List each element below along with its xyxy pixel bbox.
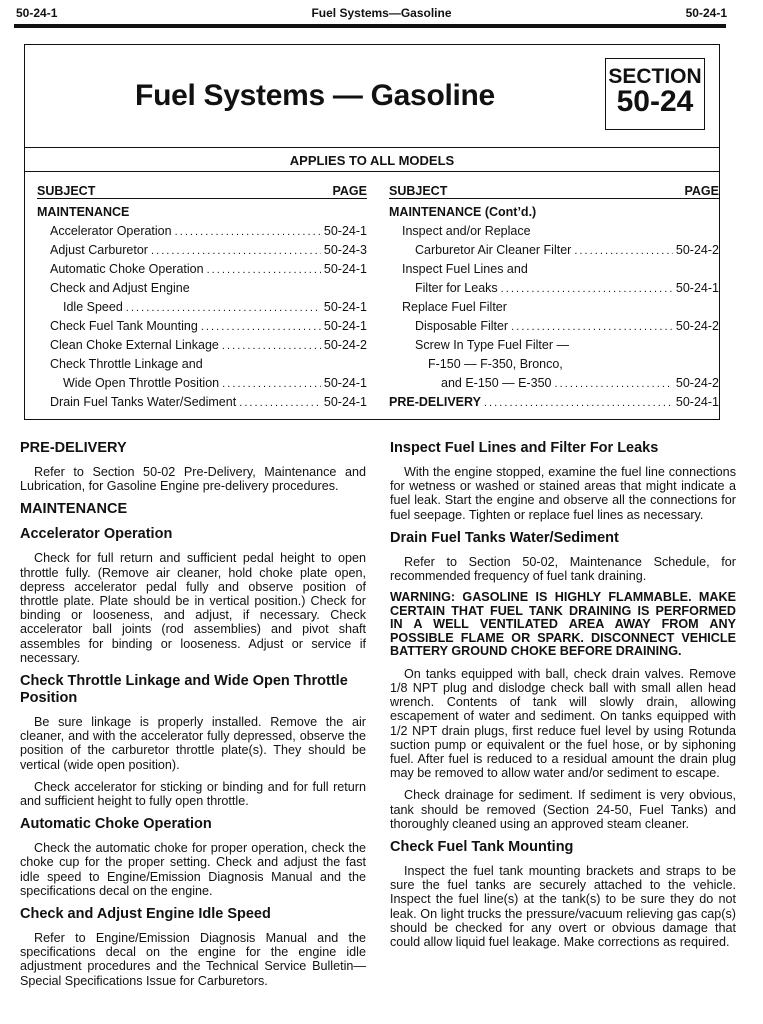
toc-entry-title: Check Fuel Tank Mounting [50,319,198,333]
toc-entry-title: Drain Fuel Tanks Water/Sediment [50,395,237,409]
toc-entry-title: Replace Fuel Filter [402,300,507,314]
toc-entry [37,224,367,243]
toc-entry [389,262,719,281]
page-label: PAGE [332,184,367,198]
toc-entry-page: 50-24-1 [323,319,367,333]
toc-entry [37,395,367,414]
toc-entry-title: Automatic Choke Operation [50,262,204,276]
toc-entry-page: 50-24-2 [675,319,719,333]
section-heading: Drain Fuel Tanks Water/Sediment [390,529,619,546]
toc-entry-page: 50-24-1 [323,300,367,314]
toc-leader-dots [501,281,673,295]
toc-leader-dots [511,319,673,333]
toc-entry [37,243,367,262]
toc-entry-page: 50-24-1 [323,262,367,276]
toc-entry-title: Screw In Type Fuel Filter — [415,338,569,352]
page-label: PAGE [684,184,719,198]
toc-column-left [37,176,367,414]
toc-header [37,176,367,199]
toc-entries [37,224,367,414]
toc-entry-title: Accelerator Operation [50,224,172,238]
section-heading: Accelerator Operation [20,526,173,543]
header-rule [14,24,726,28]
toc-entry [37,338,367,357]
toc-entry [389,281,719,300]
toc-entry [389,319,719,338]
toc-section-heading: MAINTENANCE [37,205,130,219]
document-title: Fuel Systems — Gasoline [135,79,495,112]
toc-entry-page: 50-24-1 [675,281,719,295]
toc-entry-title: Inspect Fuel Lines and [402,262,528,276]
toc-leader-dots [222,338,321,352]
toc-entry [389,338,719,357]
toc-entry-title: and E-150 — E-350 [441,376,552,390]
toc-header [389,176,719,199]
toc-entry-title: Disposable Filter [415,319,509,333]
toc-entry-page: 50-24-1 [323,395,367,409]
toc-entry-title: Inspect and/or Replace [402,224,531,238]
section-heading: PRE-DELIVERY [20,440,127,456]
body-paragraph: Check for full return and sufficient pedal height to open throttle fully. (Remove air cleaner, hold choke plate open, depress accelerator pedal fully and observe position of throttle plate. Plate should be in vertical position.) Check for binding or looseness, and adjust, if necessary. Check accelerator ball joints (rod assemblies) and pivot shaft assembles for binding or looseness. Adjust or service if necessary. [20,551,366,665]
toc-entry-page: 50-24-1 [675,395,719,409]
toc-entry [389,300,719,319]
toc-leader-dots [239,395,321,409]
toc-divider [25,171,719,172]
body-paragraph: Check the automatic choke for proper operation, check the choke cup for the proper setting. Check and adjust the fast idle speed to Engine/Emission Diagnosis Manual and the specifications decal on the engine. [20,841,366,898]
toc-entry [37,357,367,376]
toc-entry [37,319,367,338]
body-paragraph: Check accelerator for sticking or binding and for full return and sufficient height to fully open throttle. [20,779,366,809]
toc-entry-title: Wide Open Throttle Position [63,376,220,390]
toc-entry-title: Adjust Carburetor [50,243,148,257]
applies-to-models: APPLIES TO ALL MODELS [289,153,455,168]
body-paragraph: On tanks equipped with ball, check drain valves. Remove 1/8 NPT plug and dislodge check ball with small allen head wrench. Contents of tank will slowly drain, allowing escapement of water and sediment. On tanks equipped with 1/2 NPT drain plugs, first reduce fuel level by using Rotunda suction pump or equivalent or the fuel hose, or by siphoning fuel. After fuel is reduced to a residual amount the drain plug may be removed to allow water and/or sediment to escape. [390,666,736,781]
toc-entry-title: Clean Choke External Linkage [50,338,219,352]
toc-entry-page: 50-24-3 [323,243,367,257]
toc-entry-title: Idle Speed [63,300,123,314]
title-box [24,44,720,148]
toc-leader-dots [555,376,673,390]
toc-leader-dots [207,262,321,276]
toc-entry-title: PRE-DELIVERY [389,395,481,409]
toc-entry-title: Filter for Leaks [415,281,498,295]
toc-entry-page: 50-24-2 [323,338,367,352]
body-paragraph: Check drainage for sediment. If sediment is very obvious, tank should be removed (Section 24-50, Fuel Tanks) and thoroughly cleaned using an approved steam cleaner. [390,788,736,831]
section-heading: Check Throttle Linkage and Wide Open Throttle Position [20,673,348,707]
toc-entry-page: 50-24-2 [675,376,719,390]
section-heading: Automatic Choke Operation [20,816,212,833]
subject-label: SUBJECT [37,184,96,198]
toc-entry-page: 50-24-1 [323,224,367,238]
subject-label: SUBJECT [389,184,448,198]
section-heading: Inspect Fuel Lines and Filter For Leaks [390,440,659,456]
toc-entry [37,376,367,395]
toc-entry [37,300,367,319]
toc-entries [389,224,719,414]
toc-leader-dots [222,376,321,390]
toc-leader-dots [574,243,673,257]
toc-column-right [389,176,719,414]
section-number: 50-24 [616,85,694,118]
toc-entry-title: Check Throttle Linkage and [50,357,203,371]
toc-entry [389,376,719,395]
body-paragraph: Refer to Engine/Emission Diagnosis Manual and the specifications decal on the engine for the engine idle adjustment procedures and the Technical Service Bulletin—Special Specifications Issue for Carburetors. [20,931,366,988]
toc-leader-dots [201,319,321,333]
toc-leader-dots [175,224,321,238]
toc-entry-title: Carburetor Air Cleaner Filter [415,243,572,257]
toc-entry [389,224,719,243]
body-column-right [390,432,736,957]
toc-entry-page: 50-24-2 [675,243,719,257]
toc-entry [389,395,719,414]
toc-entry-page: 50-24-1 [323,376,367,390]
toc-entry [389,357,719,376]
section-box [605,58,705,130]
body-column-left [20,432,366,996]
toc-entry-title: Check and Adjust Engine [50,281,190,295]
page-number-left: 50-24-1 [16,6,58,20]
section-label: SECTION [608,65,702,88]
warning-paragraph: WARNING: GASOLINE IS HIGHLY FLAMMABLE. MAKE CERTAIN THAT FUEL TANK DRAINING IS PERFORMED IN A WELL VENTILATED AREA AWAY FROM ANY POSSIBLE FLAME OR SPARK. DISCONNECT VEHICLE BATTERY GROUND CHOKE BEFORE DRAINING. [390,590,736,659]
body-paragraph: Be sure linkage is properly installed. Remove the air cleaner, and with the accelerator fully depressed, observe the position of the carburetor throttle plate(s). They should be vertical (wide open position). [20,715,366,772]
body-paragraph: Inspect the fuel tank mounting brackets and straps to be sure the fuel tanks are securely attached to the vehicle. Inspect the fuel line(s) at the tank(s) to be sure they do not leak. On light trucks the pressure/vacuum relieving gas cap(s) should be checked for any overt or obvious damage that could allow liquid fuel leakage. Make corrections as required. [390,863,736,949]
toc-entry [37,262,367,281]
toc-entry [389,243,719,262]
table-of-contents [24,148,720,420]
section-heading: Check Fuel Tank Mounting [390,838,574,855]
body-paragraph: Refer to Section 50-02, Maintenance Schedule, for recommended frequency of fuel tank draining. [390,554,736,584]
toc-entry-title: F-150 — F-350, Bronco, [428,357,563,371]
running-header-title: Fuel Systems—Gasoline [311,6,452,20]
toc-leader-dots [151,243,321,257]
toc-leader-dots [126,300,321,314]
toc-section-heading: MAINTENANCE (Cont’d.) [389,205,537,219]
body-paragraph: Refer to Section 50-02 Pre-Delivery, Maintenance and Lubrication, for Gasoline Engine pre-delivery procedures. [20,465,366,494]
body-paragraph: With the engine stopped, examine the fuel line connections for wetness or washed or stained areas that might indicate a fuel leak. Start the engine and observe all the connections for fuel seepage. Tighten or replace fuel lines as necessary. [390,465,736,522]
toc-entry [37,281,367,300]
page-number-right: 50-24-1 [685,6,727,20]
section-heading: MAINTENANCE [20,501,128,518]
toc-leader-dots [484,395,673,409]
section-heading: Check and Adjust Engine Idle Speed [20,906,271,923]
